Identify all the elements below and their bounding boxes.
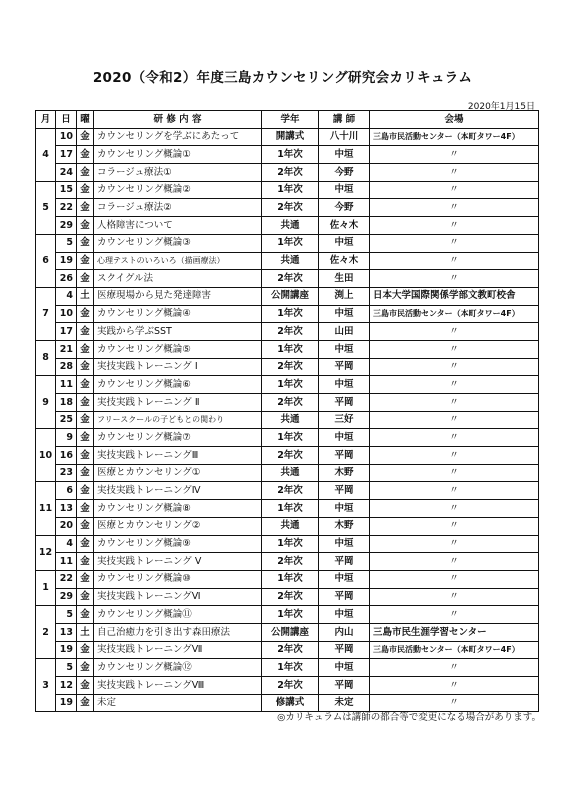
col-content-header: 研 修 内 容 xyxy=(94,111,262,129)
lecturer-cell: 木野 xyxy=(319,517,370,535)
venue-cell: 日本大学国際関係学部文教町校舎 xyxy=(370,287,539,305)
grade-cell: 共通 xyxy=(262,464,319,482)
content-cell: カウンセリング概論⑫ xyxy=(94,659,262,677)
day-cell: 11 xyxy=(56,376,77,394)
month-cell: 11 xyxy=(36,482,56,535)
content-cell: カウンセリング概論① xyxy=(94,146,262,164)
venue-cell: 〃 xyxy=(370,376,539,394)
day-cell: 18 xyxy=(56,394,77,412)
venue-cell: 〃 xyxy=(370,323,539,341)
content-cell: 実践から学ぶSST xyxy=(94,323,262,341)
grade-cell: 共通 xyxy=(262,411,319,429)
venue-cell: 〃 xyxy=(370,181,539,199)
day-cell: 10 xyxy=(56,305,77,323)
content-cell: カウンセリング概論② xyxy=(94,181,262,199)
venue-cell: 〃 xyxy=(370,464,539,482)
venue-cell: 〃 xyxy=(370,500,539,518)
venue-cell: 〃 xyxy=(370,164,539,182)
table-row xyxy=(36,411,539,429)
venue-cell: 〃 xyxy=(370,588,539,606)
table-row xyxy=(36,358,539,376)
grade-cell: 2年次 xyxy=(262,641,319,659)
day-cell: 20 xyxy=(56,517,77,535)
content-cell: カウンセリング概論⑤ xyxy=(94,340,262,358)
weekday-cell: 土 xyxy=(77,287,94,305)
lecturer-cell: 平岡 xyxy=(319,482,370,500)
grade-cell: 共通 xyxy=(262,517,319,535)
weekday-cell: 金 xyxy=(77,659,94,677)
content-cell: カウンセリング概論⑦ xyxy=(94,429,262,447)
venue-cell: 〃 xyxy=(370,482,539,500)
venue-cell: 〃 xyxy=(370,606,539,624)
table-row xyxy=(36,305,539,323)
content-cell: 実技実践トレーニングⅦ xyxy=(94,641,262,659)
content-cell: 自己治癒力を引き出す森田療法 xyxy=(94,623,262,641)
weekday-cell: 金 xyxy=(77,340,94,358)
content-cell: カウンセリング概論④ xyxy=(94,305,262,323)
lecturer-cell: 佐々木 xyxy=(319,252,370,270)
weekday-cell: 金 xyxy=(77,500,94,518)
venue-cell: 〃 xyxy=(370,553,539,571)
day-cell: 19 xyxy=(56,252,77,270)
lecturer-cell: 平岡 xyxy=(319,641,370,659)
table-row xyxy=(36,323,539,341)
venue-cell: 〃 xyxy=(370,429,539,447)
header-row xyxy=(36,111,539,129)
venue-cell: 〃 xyxy=(370,411,539,429)
venue-cell: 三島市民活動センター（本町タワー4F） xyxy=(370,128,539,146)
table-row xyxy=(36,128,539,146)
weekday-cell: 金 xyxy=(77,411,94,429)
venue-cell: 〃 xyxy=(370,358,539,376)
lecturer-cell: 内山 xyxy=(319,623,370,641)
grade-cell: 公開講座 xyxy=(262,287,319,305)
lecturer-cell: 中垣 xyxy=(319,429,370,447)
venue-cell: 〃 xyxy=(370,659,539,677)
venue-cell: 三島市民生涯学習センター xyxy=(370,623,539,641)
table-row xyxy=(36,199,539,217)
day-cell: 26 xyxy=(56,270,77,288)
grade-cell: 1年次 xyxy=(262,535,319,553)
day-cell: 23 xyxy=(56,464,77,482)
table-row xyxy=(36,429,539,447)
day-cell: 21 xyxy=(56,340,77,358)
venue-cell: 〃 xyxy=(370,146,539,164)
grade-cell: 1年次 xyxy=(262,606,319,624)
weekday-cell: 土 xyxy=(77,623,94,641)
day-cell: 4 xyxy=(56,287,77,305)
lecturer-cell: 今野 xyxy=(319,164,370,182)
lecturer-cell: 中垣 xyxy=(319,234,370,252)
content-cell: カウンセリング概論⑩ xyxy=(94,570,262,588)
table-row xyxy=(36,270,539,288)
weekday-cell: 金 xyxy=(77,535,94,553)
weekday-cell: 金 xyxy=(77,429,94,447)
grade-cell: 1年次 xyxy=(262,659,319,677)
weekday-cell: 金 xyxy=(77,358,94,376)
grade-cell: 共通 xyxy=(262,217,319,235)
day-cell: 11 xyxy=(56,553,77,571)
month-cell: 10 xyxy=(36,429,56,482)
lecturer-cell: 三好 xyxy=(319,411,370,429)
table-row xyxy=(36,146,539,164)
venue-cell: 〃 xyxy=(370,535,539,553)
table-row xyxy=(36,252,539,270)
table-row xyxy=(36,517,539,535)
weekday-cell: 金 xyxy=(77,517,94,535)
content-cell: コラージュ療法② xyxy=(94,199,262,217)
grade-cell: 2年次 xyxy=(262,447,319,465)
col-weekday-header: 曜 xyxy=(77,111,94,129)
day-cell: 25 xyxy=(56,411,77,429)
weekday-cell: 金 xyxy=(77,305,94,323)
lecturer-cell: 中垣 xyxy=(319,606,370,624)
content-cell: カウンセリング概論⑪ xyxy=(94,606,262,624)
day-cell: 29 xyxy=(56,588,77,606)
weekday-cell: 金 xyxy=(77,164,94,182)
lecturer-cell: 中垣 xyxy=(319,181,370,199)
day-cell: 28 xyxy=(56,358,77,376)
table-row xyxy=(36,181,539,199)
day-cell: 19 xyxy=(56,641,77,659)
weekday-cell: 金 xyxy=(77,694,94,712)
venue-cell: 〃 xyxy=(370,234,539,252)
day-cell: 24 xyxy=(56,164,77,182)
day-cell: 16 xyxy=(56,447,77,465)
day-cell: 6 xyxy=(56,482,77,500)
weekday-cell: 金 xyxy=(77,376,94,394)
table-row xyxy=(36,376,539,394)
content-cell: コラージュ療法① xyxy=(94,164,262,182)
content-cell: 実技実践トレーニング Ⅴ xyxy=(94,553,262,571)
day-cell: 5 xyxy=(56,234,77,252)
venue-cell: 〃 xyxy=(370,694,539,712)
table-row xyxy=(36,641,539,659)
weekday-cell: 金 xyxy=(77,447,94,465)
table-row xyxy=(36,340,539,358)
content-cell: 心理テストのいろいろ（描画療法） xyxy=(94,252,262,270)
lecturer-cell: 未定 xyxy=(319,694,370,712)
weekday-cell: 金 xyxy=(77,270,94,288)
footnote: ◎カリキュラムは講師の都合等で変更になる場合があります。 xyxy=(277,712,541,723)
day-cell: 10 xyxy=(56,128,77,146)
day-cell: 13 xyxy=(56,500,77,518)
day-cell: 17 xyxy=(56,323,77,341)
weekday-cell: 金 xyxy=(77,606,94,624)
weekday-cell: 金 xyxy=(77,146,94,164)
day-cell: 29 xyxy=(56,217,77,235)
col-month-header: 月 xyxy=(36,111,56,129)
grade-cell: 2年次 xyxy=(262,199,319,217)
lecturer-cell: 渕上 xyxy=(319,287,370,305)
table-row xyxy=(36,570,539,588)
grade-cell: 2年次 xyxy=(262,323,319,341)
lecturer-cell: 中垣 xyxy=(319,500,370,518)
grade-cell: 1年次 xyxy=(262,181,319,199)
weekday-cell: 金 xyxy=(77,482,94,500)
content-cell: カウンセリング概論⑧ xyxy=(94,500,262,518)
content-cell: 実技実践トレーニング Ⅰ xyxy=(94,358,262,376)
day-cell: 15 xyxy=(56,181,77,199)
content-cell: 実技実践トレーニングⅢ xyxy=(94,447,262,465)
content-cell: カウンセリング概論③ xyxy=(94,234,262,252)
venue-cell: 〃 xyxy=(370,252,539,270)
weekday-cell: 金 xyxy=(77,199,94,217)
grade-cell: 2年次 xyxy=(262,588,319,606)
weekday-cell: 金 xyxy=(77,464,94,482)
table-row xyxy=(36,217,539,235)
lecturer-cell: 木野 xyxy=(319,464,370,482)
lecturer-cell: 中垣 xyxy=(319,570,370,588)
table-row xyxy=(36,447,539,465)
lecturer-cell: 平岡 xyxy=(319,358,370,376)
table-row xyxy=(36,394,539,412)
content-cell: 実技実践トレーニングⅧ xyxy=(94,677,262,695)
content-cell: 医療とカウンセリング① xyxy=(94,464,262,482)
lecturer-cell: 佐々木 xyxy=(319,217,370,235)
weekday-cell: 金 xyxy=(77,128,94,146)
grade-cell: 1年次 xyxy=(262,340,319,358)
venue-cell: 〃 xyxy=(370,677,539,695)
weekday-cell: 金 xyxy=(77,252,94,270)
venue-cell: 〃 xyxy=(370,517,539,535)
weekday-cell: 金 xyxy=(77,553,94,571)
weekday-cell: 金 xyxy=(77,677,94,695)
weekday-cell: 金 xyxy=(77,641,94,659)
weekday-cell: 金 xyxy=(77,217,94,235)
lecturer-cell: 八十川 xyxy=(319,128,370,146)
content-cell: 医療とカウンセリング② xyxy=(94,517,262,535)
grade-cell: 開講式 xyxy=(262,128,319,146)
content-cell: 実技実践トレーニングⅣ xyxy=(94,482,262,500)
table-row xyxy=(36,164,539,182)
venue-cell: 〃 xyxy=(370,270,539,288)
grade-cell: 2年次 xyxy=(262,553,319,571)
lecturer-cell: 中垣 xyxy=(319,659,370,677)
grade-cell: 2年次 xyxy=(262,482,319,500)
month-cell: 9 xyxy=(36,376,56,429)
weekday-cell: 金 xyxy=(77,394,94,412)
weekday-cell: 金 xyxy=(77,234,94,252)
day-cell: 22 xyxy=(56,570,77,588)
table-row xyxy=(36,482,539,500)
weekday-cell: 金 xyxy=(77,323,94,341)
grade-cell: 1年次 xyxy=(262,500,319,518)
lecturer-cell: 生田 xyxy=(319,270,370,288)
day-cell: 4 xyxy=(56,535,77,553)
grade-cell: 1年次 xyxy=(262,570,319,588)
venue-cell: 三島市民活動センター（本町タワー4F） xyxy=(370,641,539,659)
col-grade-header: 学年 xyxy=(262,111,319,129)
venue-cell: 〃 xyxy=(370,447,539,465)
curriculum-table xyxy=(35,110,539,712)
month-cell: 3 xyxy=(36,659,56,712)
content-cell: 医療現場から見た発達障害 xyxy=(94,287,262,305)
venue-cell: 三島市民活動センター（本町タワー4F） xyxy=(370,305,539,323)
month-cell: 2 xyxy=(36,606,56,659)
weekday-cell: 金 xyxy=(77,588,94,606)
month-cell: 1 xyxy=(36,570,56,605)
grade-cell: 2年次 xyxy=(262,358,319,376)
venue-cell: 〃 xyxy=(370,199,539,217)
lecturer-cell: 平岡 xyxy=(319,394,370,412)
content-cell: カウンセリング概論⑥ xyxy=(94,376,262,394)
lecturer-cell: 中垣 xyxy=(319,305,370,323)
lecturer-cell: 平岡 xyxy=(319,447,370,465)
day-cell: 5 xyxy=(56,606,77,624)
col-lecturer-header: 講 師 xyxy=(319,111,370,129)
lecturer-cell: 中垣 xyxy=(319,146,370,164)
weekday-cell: 金 xyxy=(77,570,94,588)
content-cell: カウンセリングを学ぶにあたって xyxy=(94,128,262,146)
content-cell: 実技実践トレーニング Ⅱ xyxy=(94,394,262,412)
day-cell: 9 xyxy=(56,429,77,447)
grade-cell: 2年次 xyxy=(262,677,319,695)
table-row xyxy=(36,659,539,677)
col-day-header: 日 xyxy=(56,111,77,129)
lecturer-cell: 今野 xyxy=(319,199,370,217)
venue-cell: 〃 xyxy=(370,217,539,235)
lecturer-cell: 中垣 xyxy=(319,376,370,394)
content-cell: フリースクールの子どもとの関わり xyxy=(94,411,262,429)
content-cell: 実技実践トレーニングⅥ xyxy=(94,588,262,606)
venue-cell: 〃 xyxy=(370,394,539,412)
grade-cell: 公開講座 xyxy=(262,623,319,641)
table-row xyxy=(36,500,539,518)
content-cell: スクイグル法 xyxy=(94,270,262,288)
content-cell: 人格障害について xyxy=(94,217,262,235)
table-row xyxy=(36,287,539,305)
lecturer-cell: 平岡 xyxy=(319,553,370,571)
issue-date: 2020年1月15日 xyxy=(467,102,535,112)
month-cell: 5 xyxy=(36,181,56,234)
table-row xyxy=(36,535,539,553)
venue-cell: 〃 xyxy=(370,340,539,358)
grade-cell: 修講式 xyxy=(262,694,319,712)
table-row xyxy=(36,623,539,641)
day-cell: 13 xyxy=(56,623,77,641)
lecturer-cell: 平岡 xyxy=(319,677,370,695)
day-cell: 22 xyxy=(56,199,77,217)
grade-cell: 2年次 xyxy=(262,164,319,182)
lecturer-cell: 平岡 xyxy=(319,588,370,606)
lecturer-cell: 中垣 xyxy=(319,340,370,358)
month-cell: 7 xyxy=(36,287,56,340)
lecturer-cell: 中垣 xyxy=(319,535,370,553)
venue-cell: 〃 xyxy=(370,570,539,588)
month-cell: 6 xyxy=(36,234,56,287)
grade-cell: 1年次 xyxy=(262,146,319,164)
month-cell: 12 xyxy=(36,535,56,570)
grade-cell: 1年次 xyxy=(262,429,319,447)
grade-cell: 1年次 xyxy=(262,234,319,252)
month-cell: 8 xyxy=(36,340,56,375)
col-venue-header: 会場 xyxy=(370,111,539,129)
day-cell: 12 xyxy=(56,677,77,695)
page-title: 2020（令和2）年度三島カウンセリング研究会カリキュラム xyxy=(92,70,473,86)
table-row xyxy=(36,553,539,571)
day-cell: 17 xyxy=(56,146,77,164)
grade-cell: 2年次 xyxy=(262,270,319,288)
grade-cell: 2年次 xyxy=(262,394,319,412)
month-cell: 4 xyxy=(36,128,56,181)
grade-cell: 1年次 xyxy=(262,305,319,323)
content-cell: 未定 xyxy=(94,694,262,712)
content-cell: カウンセリング概論⑨ xyxy=(94,535,262,553)
grade-cell: 共通 xyxy=(262,252,319,270)
table-row xyxy=(36,588,539,606)
day-cell: 19 xyxy=(56,694,77,712)
grade-cell: 1年次 xyxy=(262,376,319,394)
table-row xyxy=(36,677,539,695)
table-row xyxy=(36,234,539,252)
lecturer-cell: 山田 xyxy=(319,323,370,341)
day-cell: 5 xyxy=(56,659,77,677)
table-row xyxy=(36,606,539,624)
table-row xyxy=(36,464,539,482)
weekday-cell: 金 xyxy=(77,181,94,199)
